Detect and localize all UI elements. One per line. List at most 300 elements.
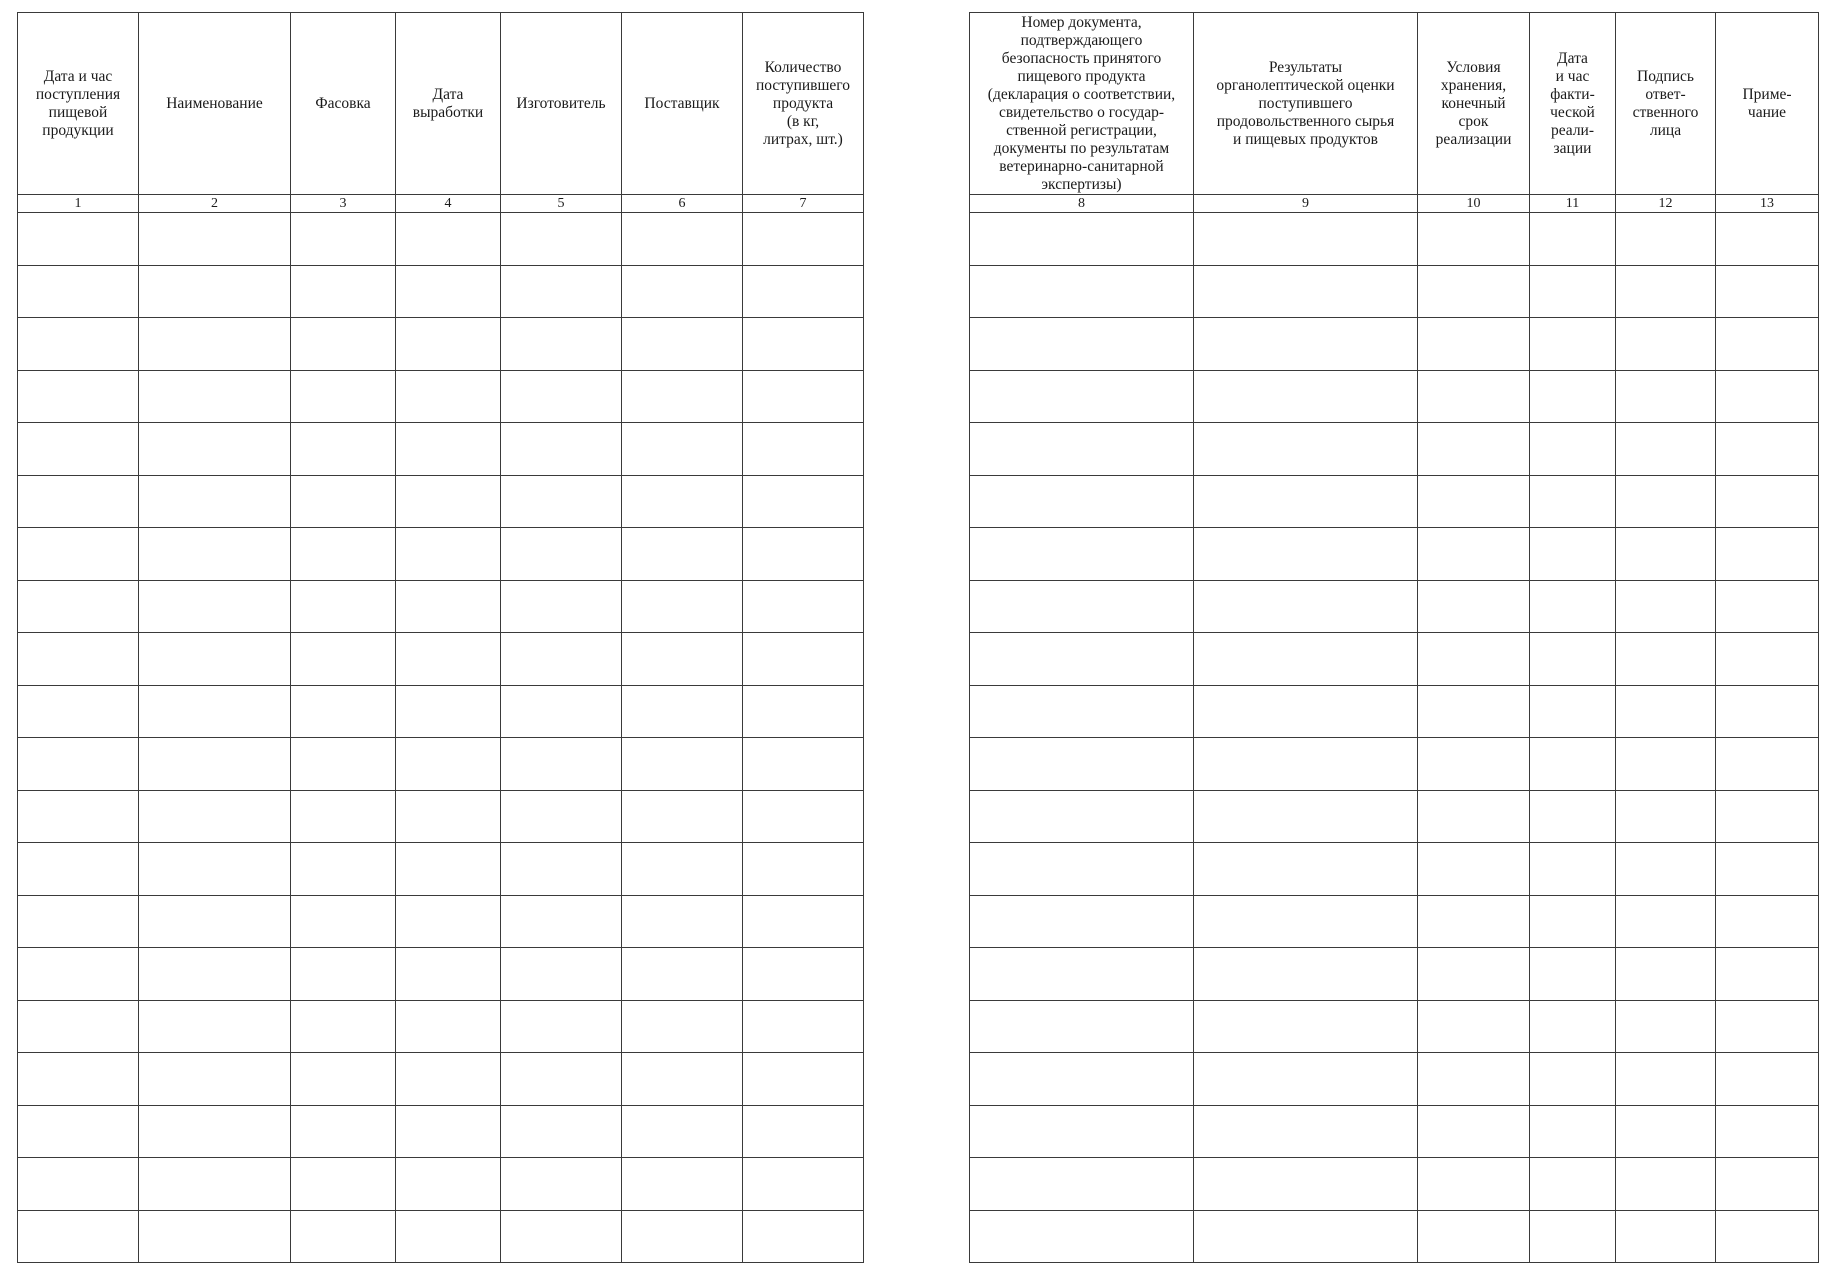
table-cell <box>1418 738 1530 791</box>
table-cell <box>396 475 501 528</box>
table-cell <box>291 738 396 791</box>
table-cell <box>1616 475 1716 528</box>
table-cell <box>396 528 501 581</box>
table-cell <box>1530 948 1616 1001</box>
table-cell <box>18 790 139 843</box>
table-cell <box>18 475 139 528</box>
table-row <box>970 1105 1819 1158</box>
column-number-row <box>18 195 864 213</box>
table-row <box>18 1158 864 1211</box>
table-cell <box>139 948 291 1001</box>
table-cell <box>18 318 139 371</box>
table-cell <box>501 685 622 738</box>
column-number: 9 <box>1194 195 1418 213</box>
table-cell <box>743 1053 864 1106</box>
table-row <box>970 475 1819 528</box>
table-cell <box>1616 213 1716 266</box>
table-cell <box>139 265 291 318</box>
table-cell <box>501 1105 622 1158</box>
table-cell <box>1194 738 1418 791</box>
table-cell <box>501 370 622 423</box>
table-cell <box>743 265 864 318</box>
table-cell <box>1418 843 1530 896</box>
column-number-row <box>970 195 1819 213</box>
table-row <box>18 265 864 318</box>
table-cell <box>139 475 291 528</box>
column-number: 2 <box>139 195 291 213</box>
table-cell <box>18 1105 139 1158</box>
table-cell <box>1530 633 1616 686</box>
table-row <box>18 580 864 633</box>
table-cell <box>1716 1158 1819 1211</box>
table-cell <box>1716 685 1819 738</box>
table-cell <box>622 790 743 843</box>
table-cell <box>1418 528 1530 581</box>
table-cell <box>1530 370 1616 423</box>
column-number: 4 <box>396 195 501 213</box>
table-cell <box>501 213 622 266</box>
table-cell <box>139 1158 291 1211</box>
table-cell <box>139 580 291 633</box>
table-row <box>970 1158 1819 1211</box>
table-cell <box>970 265 1194 318</box>
table-row <box>970 423 1819 476</box>
table-cell <box>18 1000 139 1053</box>
table-cell <box>1194 685 1418 738</box>
table-row <box>18 1053 864 1106</box>
table-cell <box>970 738 1194 791</box>
table-cell <box>1530 843 1616 896</box>
table-cell <box>1530 790 1616 843</box>
table-cell <box>970 633 1194 686</box>
column-number: 11 <box>1530 195 1616 213</box>
table-cell <box>1616 1053 1716 1106</box>
table-cell <box>743 1000 864 1053</box>
table-row <box>18 318 864 371</box>
table-cell <box>1194 265 1418 318</box>
column-number: 7 <box>743 195 864 213</box>
table-cell <box>18 685 139 738</box>
table-cell <box>743 423 864 476</box>
receiving-log-table-left <box>17 12 864 1263</box>
table-cell <box>622 1158 743 1211</box>
table-cell <box>1716 265 1819 318</box>
table-row <box>970 580 1819 633</box>
table-cell <box>1616 1210 1716 1263</box>
table-cell <box>501 633 622 686</box>
table-cell <box>1418 790 1530 843</box>
table-cell <box>1716 1105 1819 1158</box>
column-header-storage-conditions: Условия хранения, конечный срок реализации <box>1418 13 1530 195</box>
table-cell <box>396 895 501 948</box>
table-row <box>18 843 864 896</box>
table-cell <box>139 633 291 686</box>
table-cell <box>1530 423 1616 476</box>
table-cell <box>970 475 1194 528</box>
table-cell <box>291 580 396 633</box>
table-cell <box>622 265 743 318</box>
table-cell <box>291 213 396 266</box>
table-cell <box>1616 843 1716 896</box>
table-cell <box>1194 475 1418 528</box>
table-cell <box>970 318 1194 371</box>
table-cell <box>1616 633 1716 686</box>
column-number: 6 <box>622 195 743 213</box>
table-cell <box>1194 948 1418 1001</box>
table-cell <box>501 1158 622 1211</box>
table-cell <box>1716 1053 1819 1106</box>
column-header-packaging: Фасовка <box>291 13 396 195</box>
table-cell <box>139 843 291 896</box>
table-cell <box>18 1210 139 1263</box>
table-cell <box>18 1158 139 1211</box>
table-cell <box>970 528 1194 581</box>
table-cell <box>501 475 622 528</box>
table-cell <box>970 948 1194 1001</box>
table-cell <box>1616 265 1716 318</box>
table-cell <box>1530 475 1616 528</box>
table-cell <box>1194 423 1418 476</box>
table-cell <box>743 475 864 528</box>
table-row <box>18 1105 864 1158</box>
table-cell <box>396 948 501 1001</box>
table-cell <box>396 1210 501 1263</box>
table-cell <box>1616 423 1716 476</box>
table-cell <box>139 213 291 266</box>
table-cell <box>396 1158 501 1211</box>
table-cell <box>1616 1000 1716 1053</box>
table-row <box>18 633 864 686</box>
table-cell <box>18 370 139 423</box>
receiving-log-table-right <box>969 12 1819 1263</box>
table-cell <box>1418 633 1530 686</box>
table-cell <box>1530 1000 1616 1053</box>
table-row <box>970 685 1819 738</box>
column-header-organoleptic-results: Результаты органолептической оценки поступившего продовольственного сырья и пищевых продуктов <box>1194 13 1418 195</box>
table-cell <box>743 1210 864 1263</box>
header-row <box>970 13 1819 195</box>
table-cell <box>1616 738 1716 791</box>
table-cell <box>139 685 291 738</box>
table-cell <box>970 370 1194 423</box>
table-cell <box>743 948 864 1001</box>
table-cell <box>396 738 501 791</box>
table-cell <box>622 1053 743 1106</box>
table-cell <box>18 843 139 896</box>
table-cell <box>1418 580 1530 633</box>
table-cell <box>622 423 743 476</box>
table-row <box>970 633 1819 686</box>
table-cell <box>1418 265 1530 318</box>
table-cell <box>396 423 501 476</box>
table-row <box>18 895 864 948</box>
table-cell <box>139 423 291 476</box>
table-cell <box>622 843 743 896</box>
table-cell <box>396 843 501 896</box>
table-cell <box>291 1053 396 1106</box>
table-cell <box>501 528 622 581</box>
table-cell <box>396 1053 501 1106</box>
column-number: 13 <box>1716 195 1819 213</box>
table-cell <box>1530 265 1616 318</box>
table-cell <box>1418 475 1530 528</box>
table-cell <box>139 738 291 791</box>
table-cell <box>1716 790 1819 843</box>
table-cell <box>291 475 396 528</box>
table-cell <box>396 265 501 318</box>
table-cell <box>622 580 743 633</box>
table-cell <box>139 370 291 423</box>
table-cell <box>18 265 139 318</box>
table-cell <box>291 1105 396 1158</box>
table-cell <box>291 528 396 581</box>
table-cell <box>970 423 1194 476</box>
table-cell <box>1716 948 1819 1001</box>
table-cell <box>18 580 139 633</box>
table-cell <box>970 1158 1194 1211</box>
table-cell <box>743 213 864 266</box>
table-cell <box>970 1105 1194 1158</box>
table-cell <box>1418 895 1530 948</box>
table-cell <box>396 213 501 266</box>
table-row <box>970 528 1819 581</box>
table-cell <box>743 370 864 423</box>
table-cell <box>1616 685 1716 738</box>
column-header-actual-sale-datetime: Дата и час факти- ческой реали- зации <box>1530 13 1616 195</box>
table-cell <box>1716 1210 1819 1263</box>
table-cell <box>1616 580 1716 633</box>
table-cell <box>1530 685 1616 738</box>
table-cell <box>1530 1158 1616 1211</box>
table-cell <box>1530 528 1616 581</box>
table-cell <box>291 265 396 318</box>
table-row <box>18 213 864 266</box>
table-row <box>18 685 864 738</box>
table-cell <box>1418 1158 1530 1211</box>
table-row <box>970 1210 1819 1263</box>
table-cell <box>970 843 1194 896</box>
table-cell <box>1716 423 1819 476</box>
table-cell <box>622 895 743 948</box>
table-cell <box>139 528 291 581</box>
table-cell <box>1530 895 1616 948</box>
table-cell <box>1530 318 1616 371</box>
table-cell <box>18 895 139 948</box>
table-cell <box>396 318 501 371</box>
table-row <box>970 213 1819 266</box>
table-cell <box>622 318 743 371</box>
table-cell <box>1418 370 1530 423</box>
column-header-safety-document: Номер документа, подтверждающего безопасность принятого пищевого продукта (декларация о соответствии, свидетельство о государ- ственной регистрации, документы по результатам ветеринарно-санитарной экспертизы) <box>970 13 1194 195</box>
table-cell <box>1616 318 1716 371</box>
table-cell <box>1418 1210 1530 1263</box>
table-cell <box>622 1105 743 1158</box>
table-cell <box>1194 843 1418 896</box>
table-row <box>18 423 864 476</box>
table-cell <box>1194 370 1418 423</box>
table-cell <box>1194 1053 1418 1106</box>
table-cell <box>743 318 864 371</box>
table-cell <box>501 318 622 371</box>
table-cell <box>743 1158 864 1211</box>
table-cell <box>1716 528 1819 581</box>
table-row <box>970 370 1819 423</box>
table-cell <box>622 738 743 791</box>
table-row <box>970 843 1819 896</box>
table-cell <box>743 580 864 633</box>
table-cell <box>622 948 743 1001</box>
column-header-responsible-signature: Подпись ответ- ственного лица <box>1616 13 1716 195</box>
table-cell <box>291 633 396 686</box>
table-cell <box>291 1158 396 1211</box>
table-cell <box>139 1210 291 1263</box>
table-cell <box>1418 1000 1530 1053</box>
table-cell <box>1194 580 1418 633</box>
table-cell <box>970 685 1194 738</box>
table-cell <box>970 1210 1194 1263</box>
table-cell <box>291 318 396 371</box>
table-cell <box>1716 895 1819 948</box>
table-cell <box>291 843 396 896</box>
table-cell <box>1716 318 1819 371</box>
table-cell <box>1194 895 1418 948</box>
table-row <box>970 1053 1819 1106</box>
table-cell <box>622 1000 743 1053</box>
column-number: 1 <box>18 195 139 213</box>
table-cell <box>139 318 291 371</box>
table-cell <box>622 528 743 581</box>
table-cell <box>1716 1000 1819 1053</box>
table-row <box>18 1210 864 1263</box>
table-cell <box>1716 580 1819 633</box>
table-cell <box>291 370 396 423</box>
table-cell <box>1418 423 1530 476</box>
table-cell <box>743 790 864 843</box>
table-cell <box>1530 1053 1616 1106</box>
table-row <box>18 738 864 791</box>
table-cell <box>501 790 622 843</box>
column-header-name: Наименование <box>139 13 291 195</box>
table-cell <box>18 213 139 266</box>
table-cell <box>622 633 743 686</box>
table-cell <box>501 1053 622 1106</box>
table-cell <box>291 948 396 1001</box>
table-cell <box>1418 948 1530 1001</box>
table-cell <box>1616 790 1716 843</box>
table-cell <box>291 790 396 843</box>
table-row <box>970 895 1819 948</box>
table-cell <box>1194 1158 1418 1211</box>
table-cell <box>1716 475 1819 528</box>
table-cell <box>1418 1105 1530 1158</box>
table-cell <box>18 948 139 1001</box>
table-cell <box>1616 1158 1716 1211</box>
table-cell <box>622 213 743 266</box>
table-row <box>970 1000 1819 1053</box>
column-number: 8 <box>970 195 1194 213</box>
table-row <box>18 370 864 423</box>
table-cell <box>396 685 501 738</box>
table-row <box>970 790 1819 843</box>
table-cell <box>501 265 622 318</box>
table-cell <box>970 580 1194 633</box>
table-cell <box>501 895 622 948</box>
table-cell <box>1616 895 1716 948</box>
table-cell <box>139 1053 291 1106</box>
column-header-production-date: Дата выработки <box>396 13 501 195</box>
table-cell <box>18 528 139 581</box>
table-cell <box>1616 528 1716 581</box>
table-cell <box>1616 948 1716 1001</box>
table-cell <box>743 528 864 581</box>
table-cell <box>291 1000 396 1053</box>
table-cell <box>970 895 1194 948</box>
table-cell <box>743 895 864 948</box>
column-header-manufacturer: Изготовитель <box>501 13 622 195</box>
table-cell <box>396 633 501 686</box>
column-header-arrival-datetime: Дата и час поступления пищевой продукции <box>18 13 139 195</box>
table-cell <box>743 738 864 791</box>
table-cell <box>1716 633 1819 686</box>
table-cell <box>501 738 622 791</box>
table-cell <box>396 1105 501 1158</box>
table-cell <box>622 685 743 738</box>
table-cell <box>1530 1210 1616 1263</box>
table-cell <box>1194 528 1418 581</box>
table-cell <box>1716 370 1819 423</box>
table-cell <box>1194 1210 1418 1263</box>
table-row <box>970 738 1819 791</box>
column-number: 10 <box>1418 195 1530 213</box>
table-cell <box>970 1053 1194 1106</box>
table-cell <box>501 948 622 1001</box>
table-row <box>18 948 864 1001</box>
table-row <box>18 528 864 581</box>
column-header-quantity: Количество поступившего продукта (в кг, литрах, шт.) <box>743 13 864 195</box>
table-cell <box>139 1105 291 1158</box>
table-cell <box>743 685 864 738</box>
table-cell <box>1418 318 1530 371</box>
column-number: 12 <box>1616 195 1716 213</box>
table-row <box>18 790 864 843</box>
table-cell <box>396 1000 501 1053</box>
table-cell <box>18 423 139 476</box>
table-cell <box>139 1000 291 1053</box>
table-cell <box>1194 213 1418 266</box>
table-cell <box>501 423 622 476</box>
table-cell <box>396 580 501 633</box>
column-header-note: Приме- чание <box>1716 13 1819 195</box>
table-cell <box>139 790 291 843</box>
table-cell <box>18 633 139 686</box>
table-row <box>970 318 1819 371</box>
table-cell <box>501 1000 622 1053</box>
table-cell <box>1194 1105 1418 1158</box>
table-cell <box>622 370 743 423</box>
table-cell <box>1194 1000 1418 1053</box>
table-cell <box>1616 1105 1716 1158</box>
table-cell <box>1616 370 1716 423</box>
table-cell <box>139 895 291 948</box>
table-cell <box>18 1053 139 1106</box>
table-cell <box>1530 580 1616 633</box>
table-cell <box>291 1210 396 1263</box>
table-cell <box>1716 738 1819 791</box>
table-cell <box>743 843 864 896</box>
table-cell <box>501 843 622 896</box>
column-header-supplier: Поставщик <box>622 13 743 195</box>
table-cell <box>291 895 396 948</box>
